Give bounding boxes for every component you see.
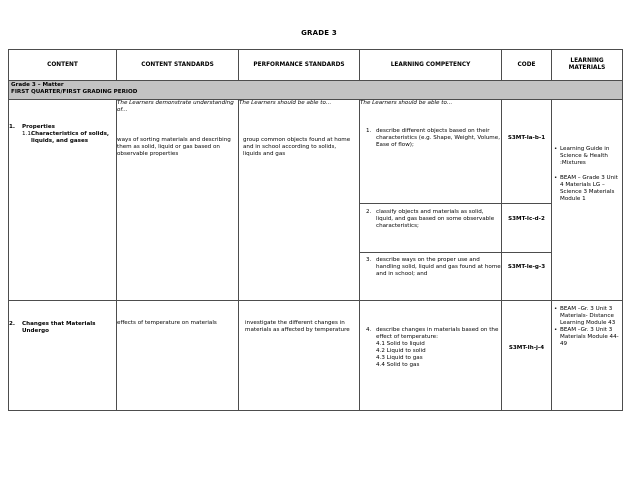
section1-competency-3-cell <box>360 253 502 301</box>
section1-performance-cell <box>239 100 360 301</box>
header-learning-competency: LEARNING COMPETENCY <box>360 50 502 81</box>
section1-row-1 <box>9 100 623 204</box>
competency-code-1: S3MT-Ia-b-1 <box>507 135 546 141</box>
intro-standards: The Learners demonstrate understanding of... <box>117 100 234 113</box>
section1-competency-1-cell <box>360 100 502 204</box>
header-performance-standards: PERFORMANCE STANDARDS <box>239 50 360 81</box>
header-row <box>9 50 623 81</box>
section2-performance-cell <box>239 301 360 411</box>
intro-competency: The Learners should be able to... <box>360 100 453 106</box>
quarter-band <box>9 81 623 100</box>
competency-4-subitem: 4.3 Liquid to gas <box>376 355 423 361</box>
competency-2: 2. classify objects and materials as solid, liquid, and gas based on some observable characteristics; <box>366 209 495 229</box>
section1-topic: 1. Properties <box>9 124 55 130</box>
competency-3: 3. describe ways on the proper use and handling solid, liquid and gas found at home and in school; and <box>366 257 501 277</box>
section1-materials-list <box>552 146 622 203</box>
material-item: • BEAM – Grade 3 Unit 4 Materials LG – Science 3 Materials Module 1 <box>560 175 622 203</box>
material-item: • BEAM –Gr. 3 Unit 3 Materials Module 44-49 <box>560 327 622 348</box>
section1-materials-cell <box>552 100 623 301</box>
section1-code-2-cell <box>502 204 552 253</box>
competency-code-4: S3MT-Ih-j-4 <box>508 345 545 351</box>
section2-materials-cell <box>552 301 623 411</box>
section1-standard: ways of sorting materials and describing them as solid, liquid or gas based on observable properties <box>117 137 231 157</box>
intro-performance: The Learners should be able to... <box>239 100 332 106</box>
header-learning-materials: LEARNING MATERIALS <box>552 50 623 81</box>
section1-standards-cell <box>117 100 239 301</box>
competency-code-2: S3MT-Ic-d-2 <box>508 216 545 222</box>
curriculum-table <box>8 49 623 411</box>
section2-performance: investigate the different changes in materials as affected by temperature <box>245 320 350 333</box>
competency-4-subitem: 4.4 Solid to gas <box>376 362 420 368</box>
header-code: CODE <box>502 50 552 81</box>
header-content: CONTENT <box>9 50 117 81</box>
section2-standards-cell <box>117 301 239 411</box>
competency-4: 4. describe changes in materials based on the effect of temperature: 4.1 Solid to liquid 4.2 Liquid to solid 4.3 Liquid to gas 4.4 Solid to gas <box>360 327 501 369</box>
section2-code-cell <box>502 301 552 411</box>
band-quarter-label: FIRST QUARTER/FIRST GRADING PERIOD <box>11 89 138 95</box>
section1-performance: group common objects found at home and in school according to solids, liquids and gas <box>243 137 351 157</box>
quarter-band-row <box>9 81 623 100</box>
section1-content-cell <box>9 100 117 301</box>
section1-subtopic: 1.1. Characteristics of solids, liquids, and gases <box>22 131 110 144</box>
material-item: • Learning Guide in Science & Health :Mixtures <box>560 146 622 167</box>
competency-4-text: describe changes in materials based on the effect of temperature: <box>376 327 499 340</box>
page-title: GRADE 3 <box>301 29 337 37</box>
section2-standard: effects of temperature on materials <box>117 320 217 326</box>
section2-row <box>9 301 623 411</box>
section1-code-1-cell <box>502 100 552 204</box>
competency-4-subitem: 4.1 Solid to liquid <box>376 341 425 347</box>
section2-competency-cell <box>360 301 502 411</box>
material-item: • BEAM –Gr. 3 Unit 3 Materials- Distance Learning Module 43 <box>560 306 622 327</box>
competency-code-3: S3MT-Ie-g-3 <box>507 264 546 270</box>
section1-code-3-cell <box>502 253 552 301</box>
competency-4-subitem: 4.2 Liquid to solid <box>376 348 426 354</box>
competency-1: 1. describe different objects based on their characteristics (e.g. Shape, Weight, Volume, Ease of flow); <box>366 128 500 148</box>
section2-content-cell <box>9 301 117 411</box>
section1-competency-2-cell <box>360 204 502 253</box>
band-grade-label: Grade 3 – Matter <box>11 82 64 88</box>
section2-materials-list <box>552 306 622 348</box>
header-content-standards: CONTENT STANDARDS <box>117 50 239 81</box>
section2-topic: 2. Changes that Materials Undergo <box>9 321 96 334</box>
